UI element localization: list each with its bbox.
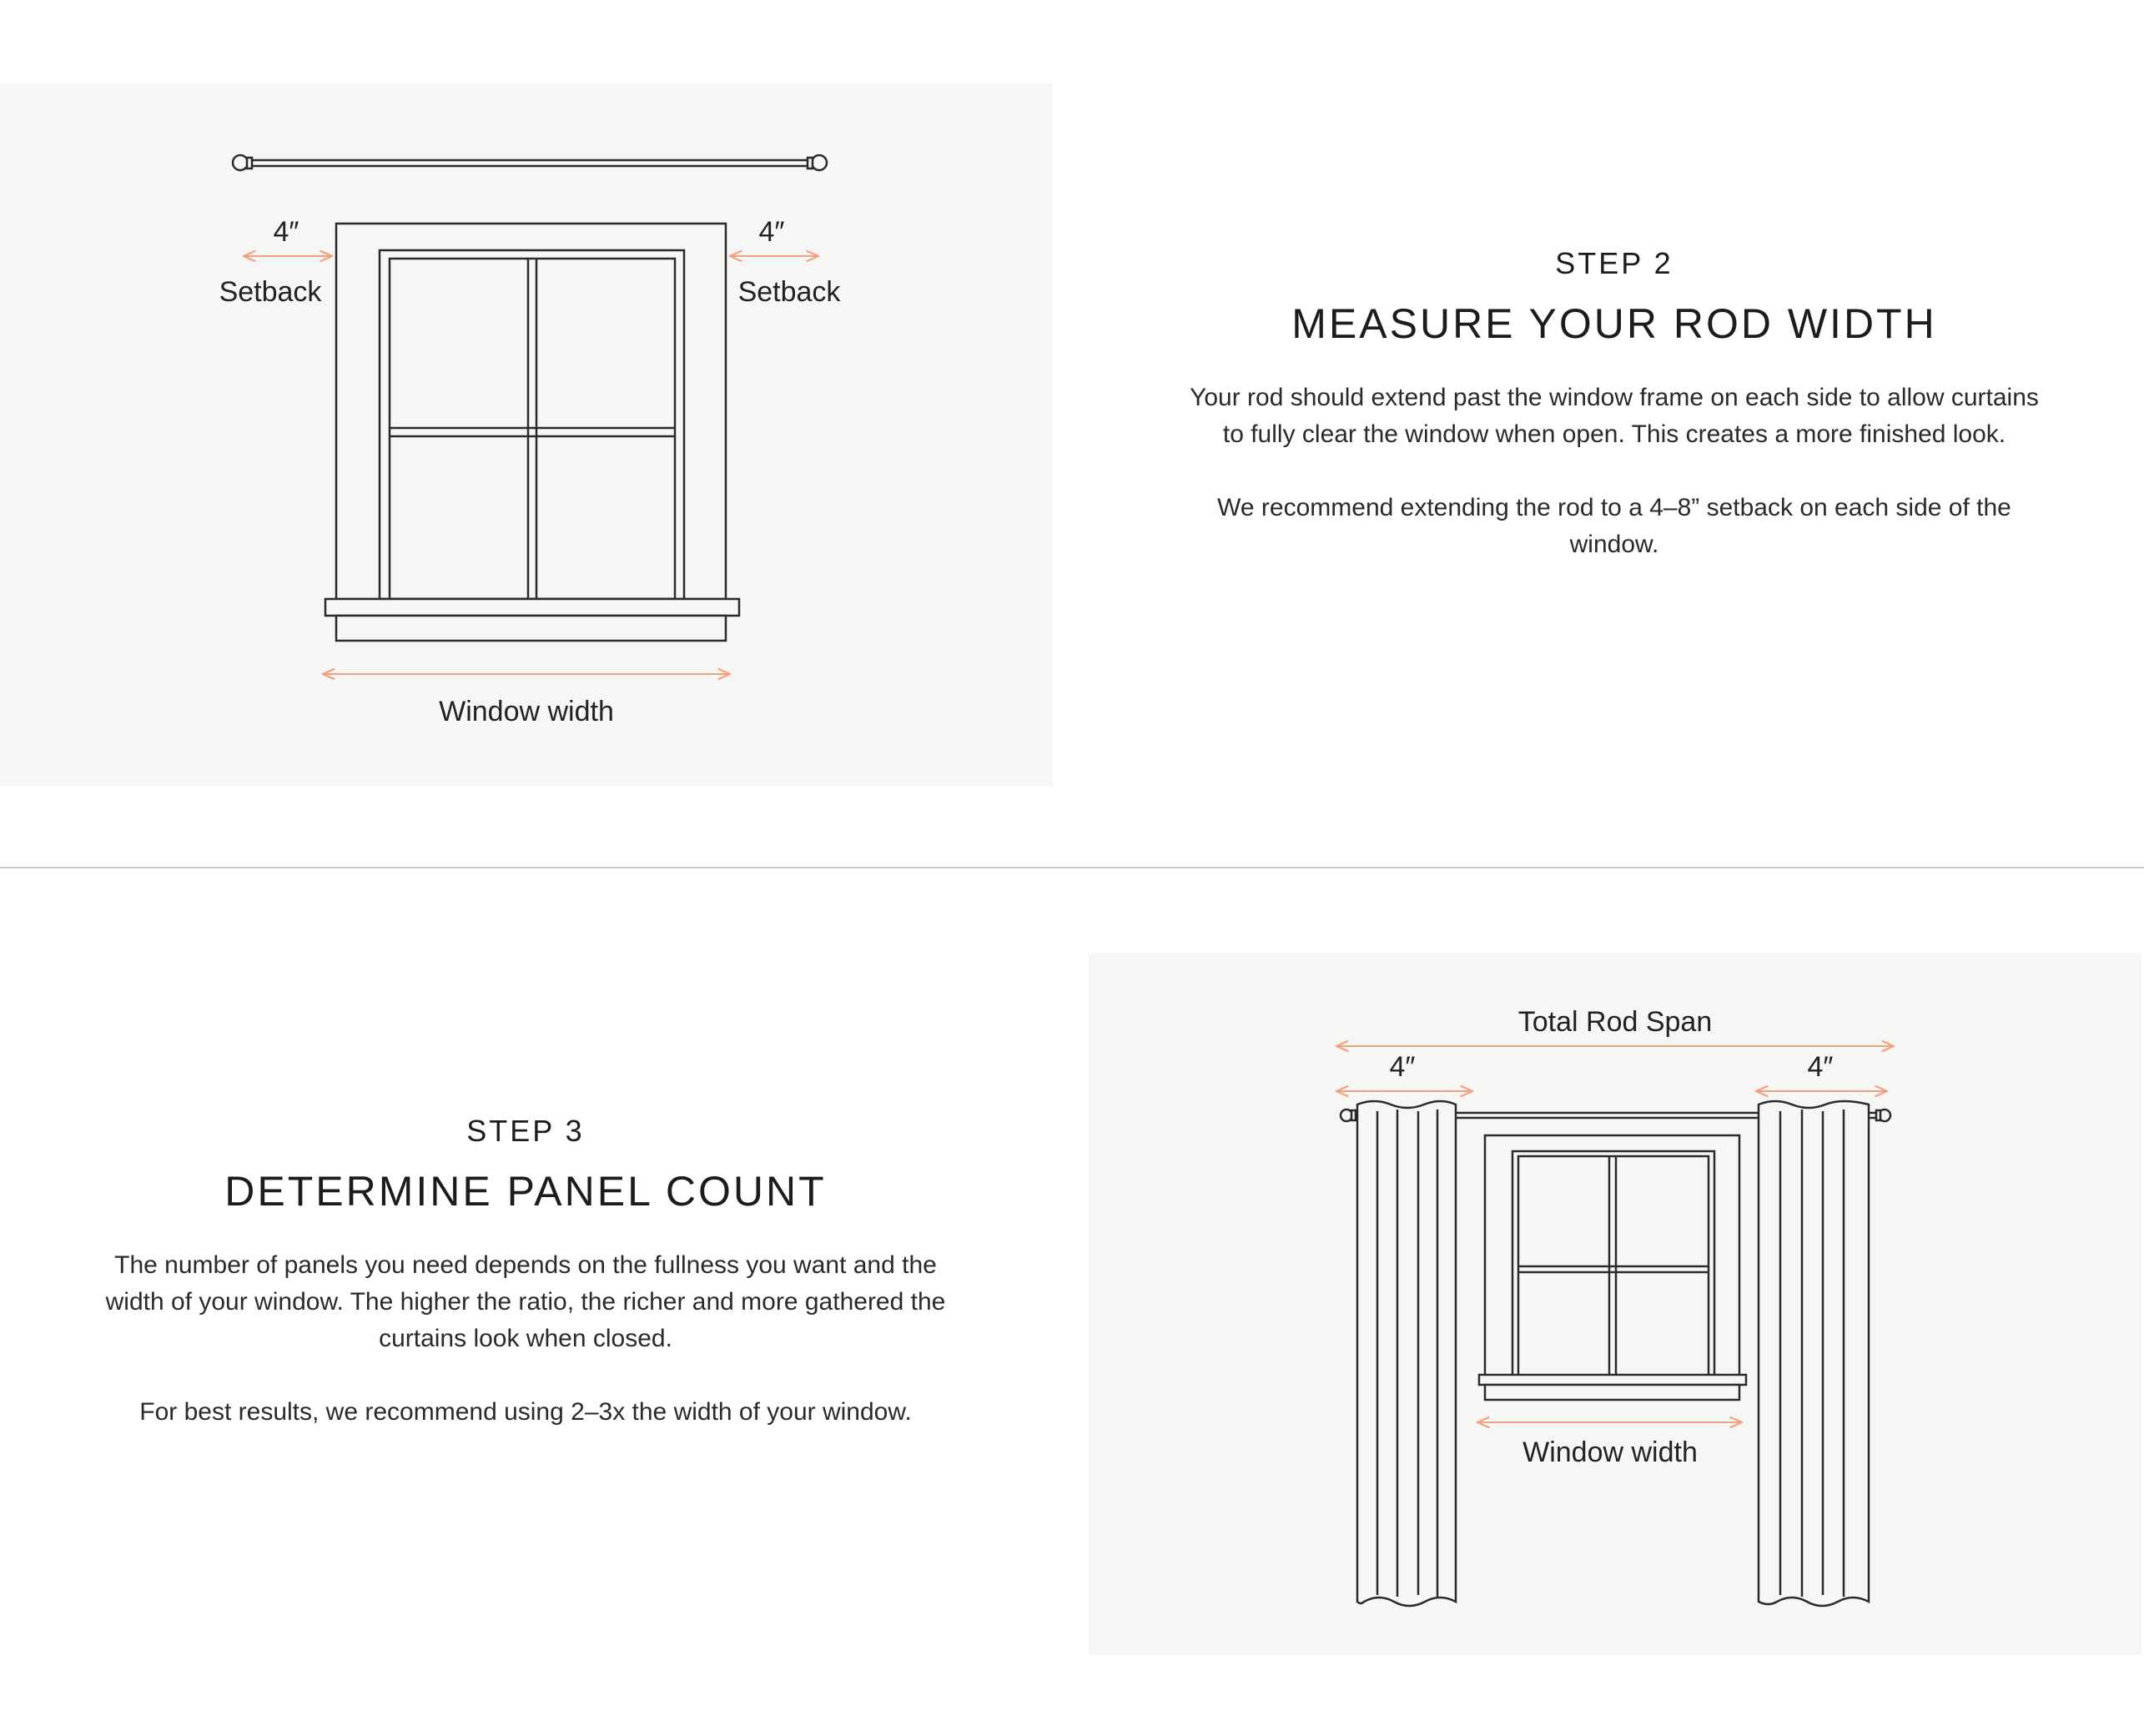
- step-3-title: DETERMINE PANEL COUNT: [224, 1168, 827, 1215]
- step-2-title: MEASURE YOUR ROD WIDTH: [1291, 300, 1937, 347]
- step-3-paragraph-1: The number of panels you need depends on the fullness you want and the width of your window. The higher the ratio, the richer and more gathered the curtains look when closed.: [105, 1251, 946, 1352]
- rod-width-illustration: [0, 83, 1053, 786]
- step-2-paragraph-1: Your rod should extend past the window frame on each side to allow curtains to fully clear the window when open. This creates a more finished look.: [1190, 384, 2039, 448]
- panel-count-illustration: [1089, 953, 2141, 1655]
- window-width-label: Window width: [439, 696, 614, 727]
- left-curtain-panel-icon: [1357, 1101, 1456, 1606]
- window-frame-icon-2: [1479, 1135, 1746, 1400]
- right-extension-value: 4″: [1807, 1051, 1834, 1083]
- right-setback-value: 4″: [758, 216, 785, 248]
- section-divider: [0, 867, 2144, 868]
- panel-count-diagram: [1089, 953, 2141, 1655]
- step-2-section: [1185, 246, 2044, 600]
- step-2-paragraph-2: We recommend extending the rod to a 4–8” setback on each side of the window.: [1217, 494, 2011, 558]
- step-3-paragraph-2: For best results, we recommend using 2–3x the width of your window.: [139, 1398, 912, 1426]
- left-setback-label: Setback: [219, 276, 322, 308]
- right-curtain-panel-icon: [1759, 1101, 1869, 1606]
- step-2-label: STEP 2: [1555, 246, 1673, 280]
- step-3-label: STEP 3: [466, 1114, 585, 1148]
- curtain-rod-icon: [233, 155, 827, 170]
- right-setback-label: Setback: [737, 276, 841, 308]
- rod-width-diagram: [0, 83, 1053, 786]
- left-extension-value: 4″: [1389, 1051, 1416, 1083]
- total-rod-span-label: Total Rod Span: [1517, 1006, 1713, 1038]
- window-frame-icon: [325, 224, 739, 641]
- step-3-section: [83, 1114, 968, 1467]
- window-width-label-2: Window width: [1522, 1437, 1698, 1468]
- left-setback-value: 4″: [273, 216, 299, 248]
